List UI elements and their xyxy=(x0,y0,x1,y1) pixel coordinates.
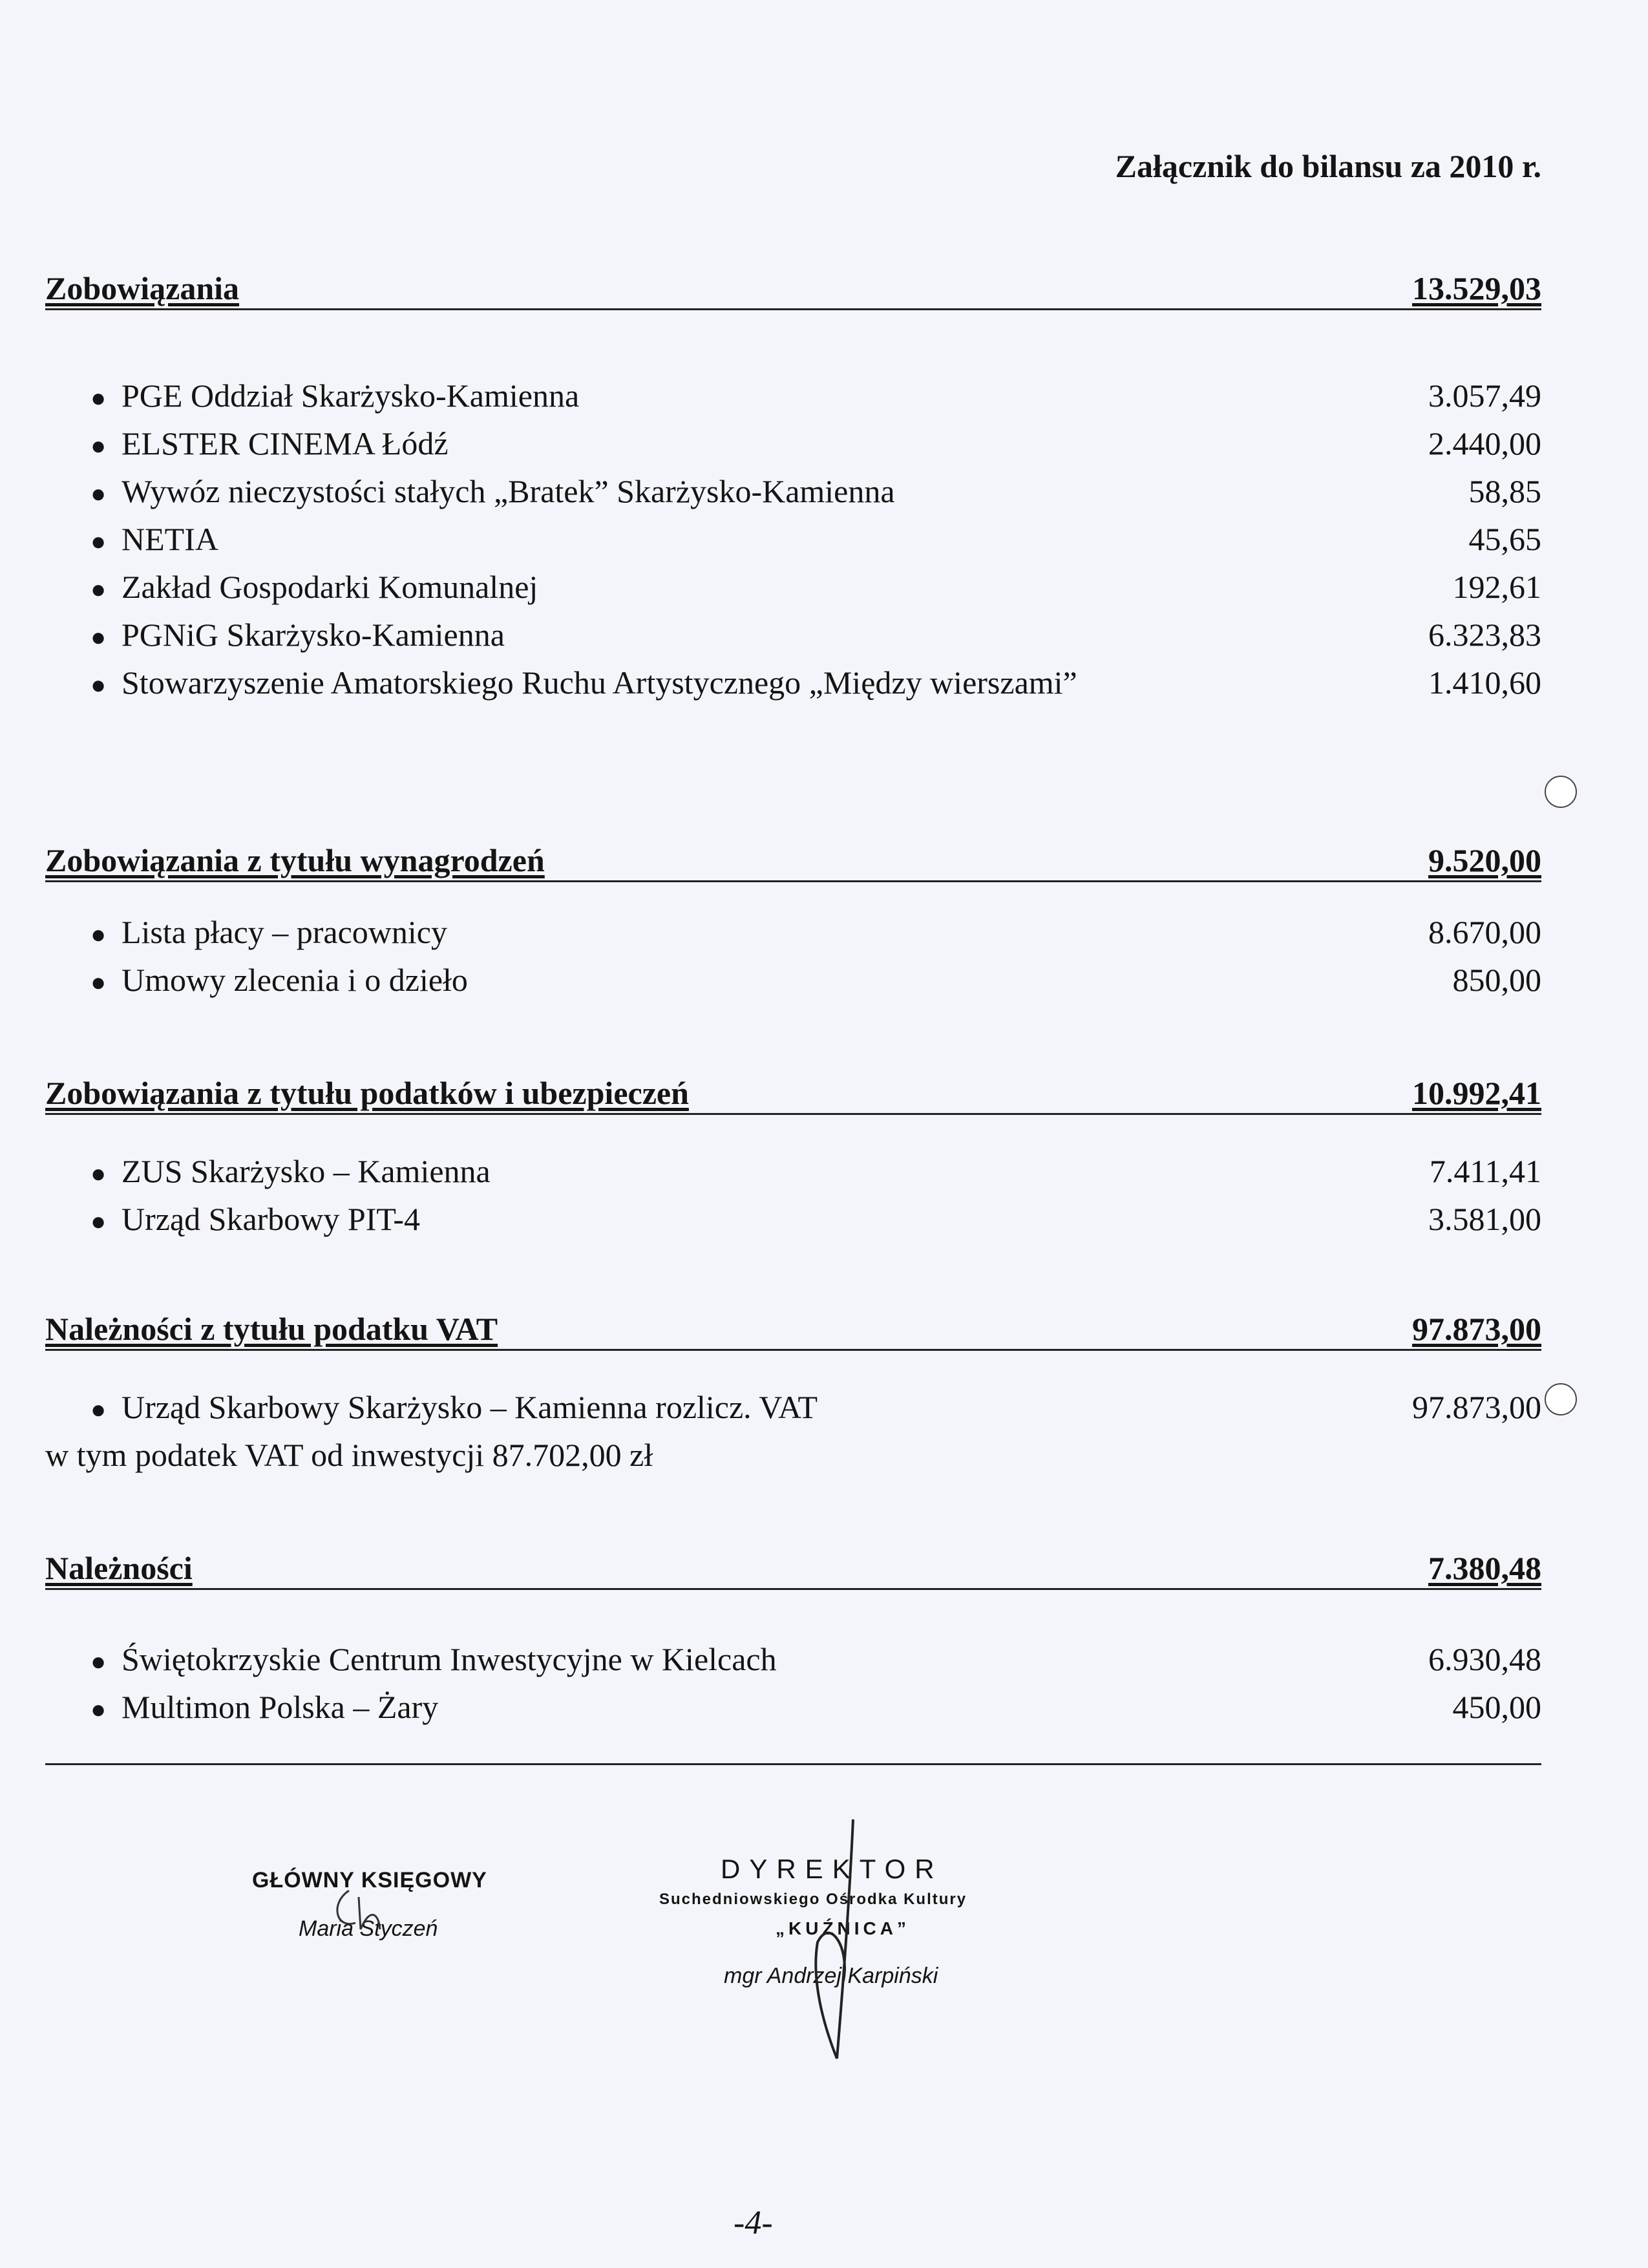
item-name: Lista płacy – pracownicy xyxy=(121,914,447,950)
bullet-icon: ● xyxy=(90,670,107,699)
section-zobowiazania xyxy=(45,262,1541,706)
item-name: Wywóz nieczystości stałych „Bratek” Skarżysko-Kamienna xyxy=(121,473,895,509)
item-list xyxy=(45,908,1541,1004)
item-name: Umowy zlecenia i o dzieło xyxy=(121,962,468,998)
director-organization: Suchedniowskiego Ośrodka Kultury xyxy=(659,1891,967,1908)
director-organization-name: „KUŹNICA” xyxy=(776,1918,910,1938)
list-item xyxy=(45,1195,1541,1243)
section-heading xyxy=(45,1066,1541,1115)
section-label: Należności xyxy=(45,1550,193,1586)
section-heading xyxy=(45,1542,1541,1590)
item-name: PGE Oddział Skarżysko-Kamienna xyxy=(121,377,580,414)
section-heading xyxy=(45,1302,1541,1351)
vat-note: w tym podatek VAT od inwestycji 87.702,00 zł xyxy=(45,1437,653,1473)
list-item xyxy=(45,467,1541,515)
director-name: mgr Andrzej Karpiński xyxy=(724,1964,938,1988)
accountant-title: GŁÓWNY KSIĘGOWY xyxy=(252,1868,487,1892)
list-item xyxy=(45,956,1541,1004)
item-value: 8.670,00 xyxy=(1428,914,1541,950)
item-value: 6.930,48 xyxy=(1428,1641,1541,1677)
bullet-icon: ● xyxy=(90,622,107,652)
section-naleznosci xyxy=(45,1542,1541,1731)
bullet-icon: ● xyxy=(90,1207,107,1236)
list-item xyxy=(45,908,1541,956)
section-heading xyxy=(45,834,1541,882)
list-item xyxy=(45,419,1541,467)
item-value: 3.057,49 xyxy=(1428,377,1541,414)
item-value: 2.440,00 xyxy=(1428,425,1541,461)
item-list xyxy=(45,1383,1541,1431)
section-total: 97.873,00 xyxy=(1412,1311,1541,1347)
item-name: PGNiG Skarżysko-Kamienna xyxy=(121,617,505,653)
bullet-icon: ● xyxy=(90,479,107,508)
list-item xyxy=(45,372,1541,419)
list-item xyxy=(45,515,1541,563)
item-value: 3.581,00 xyxy=(1428,1201,1541,1237)
list-item xyxy=(45,1683,1541,1731)
document-title: Załącznik do bilansu za 2010 r. xyxy=(1115,148,1541,184)
section-total: 7.380,48 xyxy=(1428,1550,1541,1586)
item-value: 1.410,60 xyxy=(1428,664,1541,701)
item-value: 97.873,00 xyxy=(1412,1389,1541,1425)
punch-hole-icon xyxy=(1541,1380,1580,1419)
director-title: DYREKTOR xyxy=(721,1854,944,1884)
bullet-icon: ● xyxy=(90,1395,107,1424)
item-name: Urząd Skarbowy PIT-4 xyxy=(121,1201,420,1237)
item-value: 450,00 xyxy=(1452,1689,1541,1725)
item-name: Świętokrzyskie Centrum Inwestycyjne w Kielcach xyxy=(121,1641,777,1677)
section-total: 10.992,41 xyxy=(1412,1075,1541,1111)
item-name: Urząd Skarbowy Skarżysko – Kamienna rozlicz. VAT xyxy=(121,1389,818,1425)
bullet-icon: ● xyxy=(90,1159,107,1188)
section-label: Należności z tytułu podatku VAT xyxy=(45,1311,498,1347)
page-number: -4- xyxy=(734,2205,773,2242)
bullet-icon: ● xyxy=(90,1695,107,1724)
accountant-signature-icon xyxy=(323,1884,401,1936)
item-list xyxy=(45,1635,1541,1731)
bullet-icon: ● xyxy=(90,1647,107,1676)
section-vat xyxy=(45,1302,1541,1479)
item-name: ZUS Skarżysko – Kamienna xyxy=(121,1153,491,1189)
bullet-icon: ● xyxy=(90,527,107,556)
item-value: 6.323,83 xyxy=(1428,617,1541,653)
bullet-icon: ● xyxy=(90,968,107,997)
item-name: Zakład Gospodarki Komunalnej xyxy=(121,569,538,605)
item-value: 58,85 xyxy=(1468,473,1541,509)
section-label: Zobowiązania xyxy=(45,270,240,306)
item-value: 7.411,41 xyxy=(1429,1153,1541,1189)
bullet-icon: ● xyxy=(90,575,107,604)
bullet-icon: ● xyxy=(90,431,107,460)
list-item xyxy=(45,611,1541,659)
item-name: NETIA xyxy=(121,521,218,557)
item-value: 45,65 xyxy=(1468,521,1541,557)
item-name: ELSTER CINEMA Łódź xyxy=(121,425,449,461)
section-heading xyxy=(45,262,1541,310)
item-value: 192,61 xyxy=(1452,569,1541,605)
list-item xyxy=(45,563,1541,611)
item-list xyxy=(45,1147,1541,1243)
section-podatki xyxy=(45,1066,1541,1243)
bottom-divider xyxy=(45,1763,1541,1765)
bullet-icon: ● xyxy=(90,920,107,949)
list-item xyxy=(45,1147,1541,1195)
list-item xyxy=(45,659,1541,706)
item-value: 850,00 xyxy=(1452,962,1541,998)
section-label: Zobowiązania z tytułu podatków i ubezpieczeń xyxy=(45,1075,689,1111)
list-item xyxy=(45,1635,1541,1683)
director-signature-icon xyxy=(798,1813,876,2072)
list-item xyxy=(45,1383,1541,1431)
punch-hole-icon xyxy=(1541,772,1580,811)
accountant-name: Maria Styczeń xyxy=(299,1916,438,1941)
section-total: 9.520,00 xyxy=(1428,842,1541,878)
section-wynagrodzenia xyxy=(45,834,1541,1004)
section-label: Zobowiązania z tytułu wynagrodzeń xyxy=(45,842,545,878)
item-name: Multimon Polska – Żary xyxy=(121,1689,439,1725)
item-name: Stowarzyszenie Amatorskiego Ruchu Artystycznego „Między wierszami” xyxy=(121,664,1077,701)
section-total: 13.529,03 xyxy=(1412,270,1541,306)
bullet-icon: ● xyxy=(90,383,107,412)
item-list xyxy=(45,372,1541,706)
